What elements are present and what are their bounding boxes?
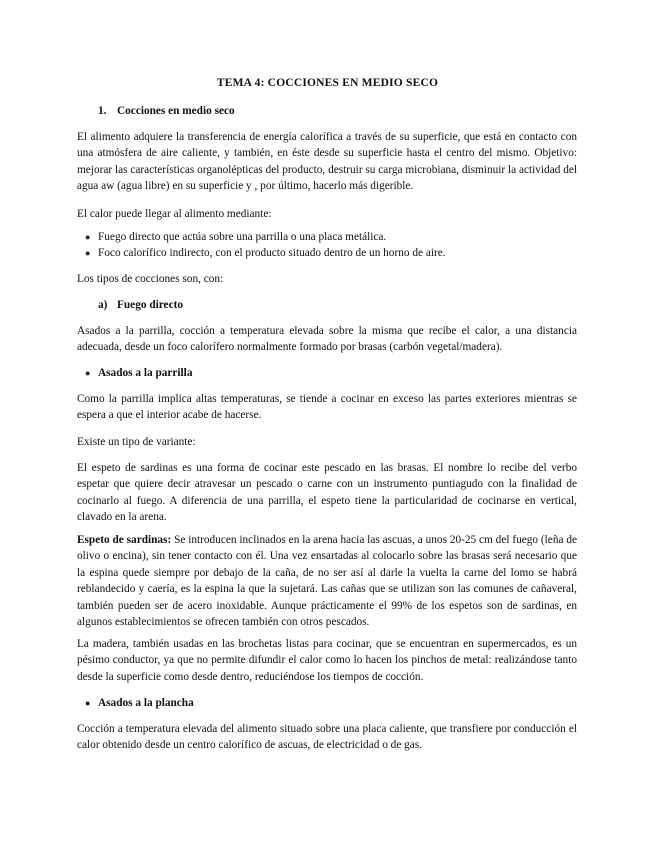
plancha-heading — [85, 695, 194, 711]
bullet-icon: ● — [85, 698, 91, 708]
page-title: TEMA 4: COCCIONES EN MEDIO SECO — [216, 77, 439, 89]
bullet-icon: ● — [85, 368, 91, 378]
parrilla-paragraph: Como la parrilla implica altas temperaturas, se tiende a cocinar en exceso las partes exteriores mientras se espera a que el interior acabe de hacerse. — [77, 393, 577, 422]
plancha-heading-text: Asados a la plancha — [98, 697, 194, 709]
list-item-text: Fuego directo que actúa sobre una parrilla o una placa metálica. — [98, 231, 387, 243]
tipos-paragraph: Los tipos de cocciones son, con: — [77, 273, 224, 285]
subsection-number: a) — [98, 299, 108, 311]
plancha-paragraph: Cocción a temperatura elevada del alimento situado sobre una placa caliente, que transfiere por conducción el calor obtenido desde un centro calorífico de ascuas, de electricidad o de gas. — [77, 723, 577, 752]
section-heading: Cocciones en medio seco — [117, 105, 235, 117]
espeto-detail-text: Se introducen inclinados en la arena hacia las ascuas, a unos 20-25 cm del fuego (leña de olivo o encina), sin tener contacto con él. Una vez ensartadas al colocarlo sobre las brasas será necesario que la espina quede siempre por debajo de la caña, de no ser así al darle la vuelta la carne del lomo se habrá reblandecido y caería, es la espina la que la sujetará. Las cañas que se utilizan son las comunes de cañaveral, también pueden ser de acero inoxidable. Aunque prácticamente el 99% de los espetos son de sardinas, en algunos establecimientos se ofrecen también con otros pescados. — [77, 534, 578, 629]
parrilla-heading-text: Asados a la parrilla — [98, 367, 193, 379]
asados-paragraph: Asados a la parrilla, cocción a temperatura elevada sobre la misma que recibe el calor, a una distancia adecuada, desde un foco calorífero normalmente formado por brasas (carbón vegetal/madera). — [77, 325, 577, 354]
parrilla-heading — [85, 365, 193, 381]
variante-paragraph: Existe un tipo de variante: — [77, 436, 196, 448]
espeto-detail-paragraph — [77, 532, 577, 630]
espeto-paragraph: El espeto de sardinas es una forma de cocinar este pescado en las brasas. El nombre lo recibe del verbo espetar que quiere decir atravesar un pescado o carne con un instrumento puntiagudo con la finalidad de cocinarlo al fuego. A diferencia de una parrilla, el espeto tiene la particularidad de cocinarse en vertical, clavado en la arena. — [77, 462, 577, 524]
list-item-text: Foco calorífico indirecto, con el producto situado dentro de un horno de aire. — [98, 247, 446, 259]
bullet-icon: ● — [85, 248, 91, 258]
calor-paragraph: El calor puede llegar al alimento mediante: — [77, 208, 272, 220]
madera-paragraph: La madera, también usadas en las brochetas listas para cocinar, que se encuentran en supermercados, es un pésimo conductor, ya que no permite difundir el calor como lo hacen los pinchos de metal: realizándose tanto desde la superficie como desde dentro, reduciéndose los tiempos de cocción. — [77, 638, 577, 683]
section-number: 1. — [98, 105, 107, 117]
bullet-icon: ● — [85, 232, 91, 242]
list-item — [85, 229, 578, 245]
espeto-label: Espeto de sardinas: — [77, 534, 172, 546]
intro-paragraph: El alimento adquiere la transferencia de energía calorífica a través de su superficie, que está en contacto con una atmósfera de aire caliente, y también, en éste desde su superficie hasta el centro del mismo. Objetivo: mejorar las características organolépticas del producto, destruir su carga microbiana, disminuir la actividad del agua aw (agua libre) en su superficie y , por último, hacerlo más digerible. — [77, 131, 577, 193]
list-item — [85, 245, 578, 261]
subsection-heading: Fuego directo — [117, 299, 183, 311]
